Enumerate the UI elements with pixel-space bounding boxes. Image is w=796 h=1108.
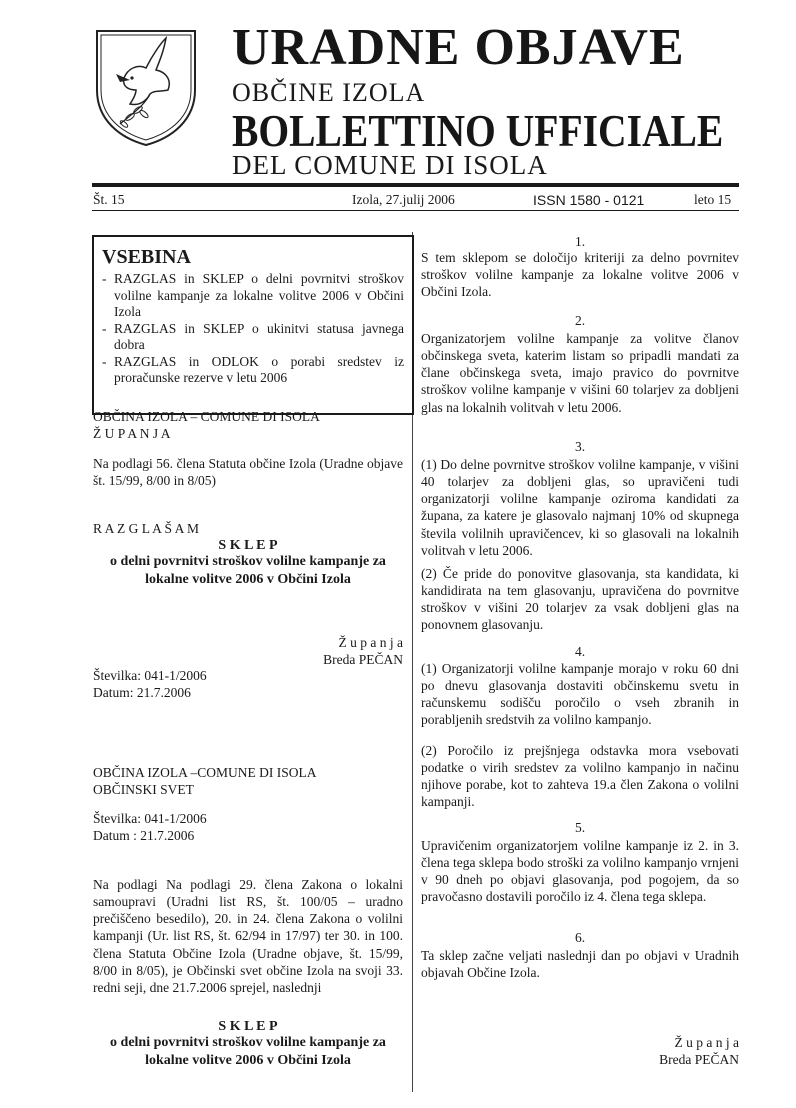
decision-title: o delni povrnitvi stroškov volilne kampanje za lokalne volitve 2006 v Občini Izola [110, 1035, 386, 1068]
article-number: 4. [574, 644, 586, 659]
article-number: 6. [574, 930, 586, 945]
signature-name: Breda PEČAN [659, 1052, 739, 1068]
masthead-rule [92, 183, 739, 187]
reference-date: Datum : 21.7.2006 [93, 828, 195, 844]
issuer-line: OBČINSKI SVET [93, 782, 194, 798]
proclamation: R A Z G L A Š A M [93, 521, 200, 536]
contents-item: - RAZGLAS in SKLEP o delni povrnitvi stroškov volilne kampanje za lokalne volitve 2006 v Občini Izola [102, 271, 404, 320]
article-text: S tem sklepom se določijo kriteriji za delno povrnitev stroškov volilne kampanje za lokalne volitve 2006 v Občini Izola. [421, 250, 739, 300]
article-number: 1. [574, 234, 586, 249]
article-text: Ta sklep začne veljati naslednji dan po objavi v Uradnih objavah Občine Izola. [421, 948, 739, 981]
reference-date: Datum: 21.7.2006 [93, 685, 191, 701]
signature [421, 1034, 739, 1068]
article-text: (1) Organizatorji volilne kampanje morajo v roku 60 dni po dnevu glasovanja dostaviti občinskemu svetu in računskemu sodišču poročilo o vseh zbranih in porabljenih sredstvih za volilno kampanjo. [421, 661, 739, 728]
article-text: (2) Poročilo iz prejšnjega odstavka mora vsebovati podatke o virih sredstev za volilno kampanjo in načinu njihove porabe, kot to zahteva 19.a člen Zakona o volilni kampanji. [421, 743, 739, 810]
council-issuer [93, 764, 403, 798]
contents-box [92, 235, 414, 415]
article-text: (1) Do delne povrnitve stroškov volilne kampanje, v višini 40 tolarjev za dobljeni glas, so upravičeni tudi organizatorji volilne kampanje oziroma kandidati za župana, za katere je glasovalo najmanj 10% od skupnega števila volilnih upravičencev, ki so glasovali na lokalnih volitvah v letu 2006. [421, 457, 739, 558]
decision-heading: S K L E P [218, 538, 278, 553]
decision-heading: S K L E P [218, 1019, 278, 1034]
reference [93, 667, 403, 701]
signature-name: Breda PEČAN [323, 652, 403, 668]
article-number: 2. [574, 313, 586, 328]
council-legal-basis: Na podlagi Na podlagi 29. člena Zakona o lokalni samoupravi (Uradni list RS, št. 100/05 – uradno prečiščeno besedilo), 20. in 24. člena Zakona o volilni kampanji (Ur. list RS, št. 62/94 in 17/97) ter 30. in 100. člena Statuta Občine Izola (Uradne objave, št. 15/99, 8/00 in 8/05), je Občinski svet občine Izola na svoji 33. redni seji, dne 21.7.2006 sprejel, naslednji [93, 877, 403, 995]
issuer-line: Ž U P A N J A [93, 426, 171, 442]
masthead-title-it: BOLLETTINO UFFICIALE [232, 105, 724, 156]
masthead-subtitle-it: DEL COMUNE DI ISOLA [232, 150, 548, 180]
decision-title: o delni povrnitvi stroškov volilne kampanje za lokalne volitve 2006 v Občini Izola [110, 554, 386, 587]
reference [93, 810, 403, 844]
issue-number: Št. 15 [93, 192, 125, 207]
legal-basis: Na podlagi 56. člena Statuta občine Izola (Uradne objave št. 15/99, 8/00 in 8/05) [93, 456, 403, 489]
article-number: 5. [574, 820, 586, 835]
signature [93, 634, 403, 668]
article-number: 3. [574, 439, 586, 454]
issuer-line: OBČINA IZOLA –COMUNE DI ISOLA [93, 765, 317, 780]
issn: ISSN 1580 - 0121 [533, 192, 645, 208]
header-rule [92, 210, 739, 211]
article-text: (2) Če pride do ponovitve glasovanja, sta kandidata, ki kandidirata na tem glasovanju, upravičena do povrnitve stroškov v višini 20 tolarjev za vsak dobljeni glas na ponovnem glasovanju. [421, 566, 739, 633]
publication-date: Izola, 27.julij 2006 [352, 192, 455, 207]
masthead-title-sl: URADNE OBJAVE [232, 19, 685, 76]
volume-year: leto 15 [694, 192, 732, 207]
reference-number: Številka: 041-1/2006 [93, 668, 207, 683]
reference-number: Številka: 041-1/2006 [93, 811, 207, 826]
article-text: Organizatorjem volilne kampanje za volitve članov občinskega sveta, katerim listam so pripadli mandati za člane občinskega sveta, imajo pravico do povrnitve stroškov volilne kampanje v višini 60 tolarjev za dobljeni glas na lokalnih volitvah v letu 2006. [421, 331, 739, 415]
issuer-line: OBČINA IZOLA – COMUNE DI ISOLA [93, 409, 320, 424]
signature-role: Ž u p a n j a [674, 1035, 739, 1050]
dove-crest-icon [94, 28, 198, 148]
masthead-subtitle-sl: OBČINE IZOLA [232, 78, 426, 107]
issuer [93, 408, 403, 442]
article-text: Upravičenim organizatorjem volilne kampanje iz 2. in 3. člena tega sklepa bodo stroški za volilno kampanjo vrnjeni v 90 dneh po objavi glasovanja, pod pogojem, da so pravočasno dostavili poročilo iz 4. člena tega sklepa. [421, 838, 739, 905]
signature-role: Ž u p a n j a [338, 635, 403, 650]
contents-item: - RAZGLAS in ODLOK o porabi sredstev iz proračunske rezerve v letu 2006 [102, 354, 404, 387]
contents-item: - RAZGLAS in SKLEP o ukinitvi statusa javnega dobra [102, 321, 404, 354]
contents-title: VSEBINA [102, 246, 191, 268]
